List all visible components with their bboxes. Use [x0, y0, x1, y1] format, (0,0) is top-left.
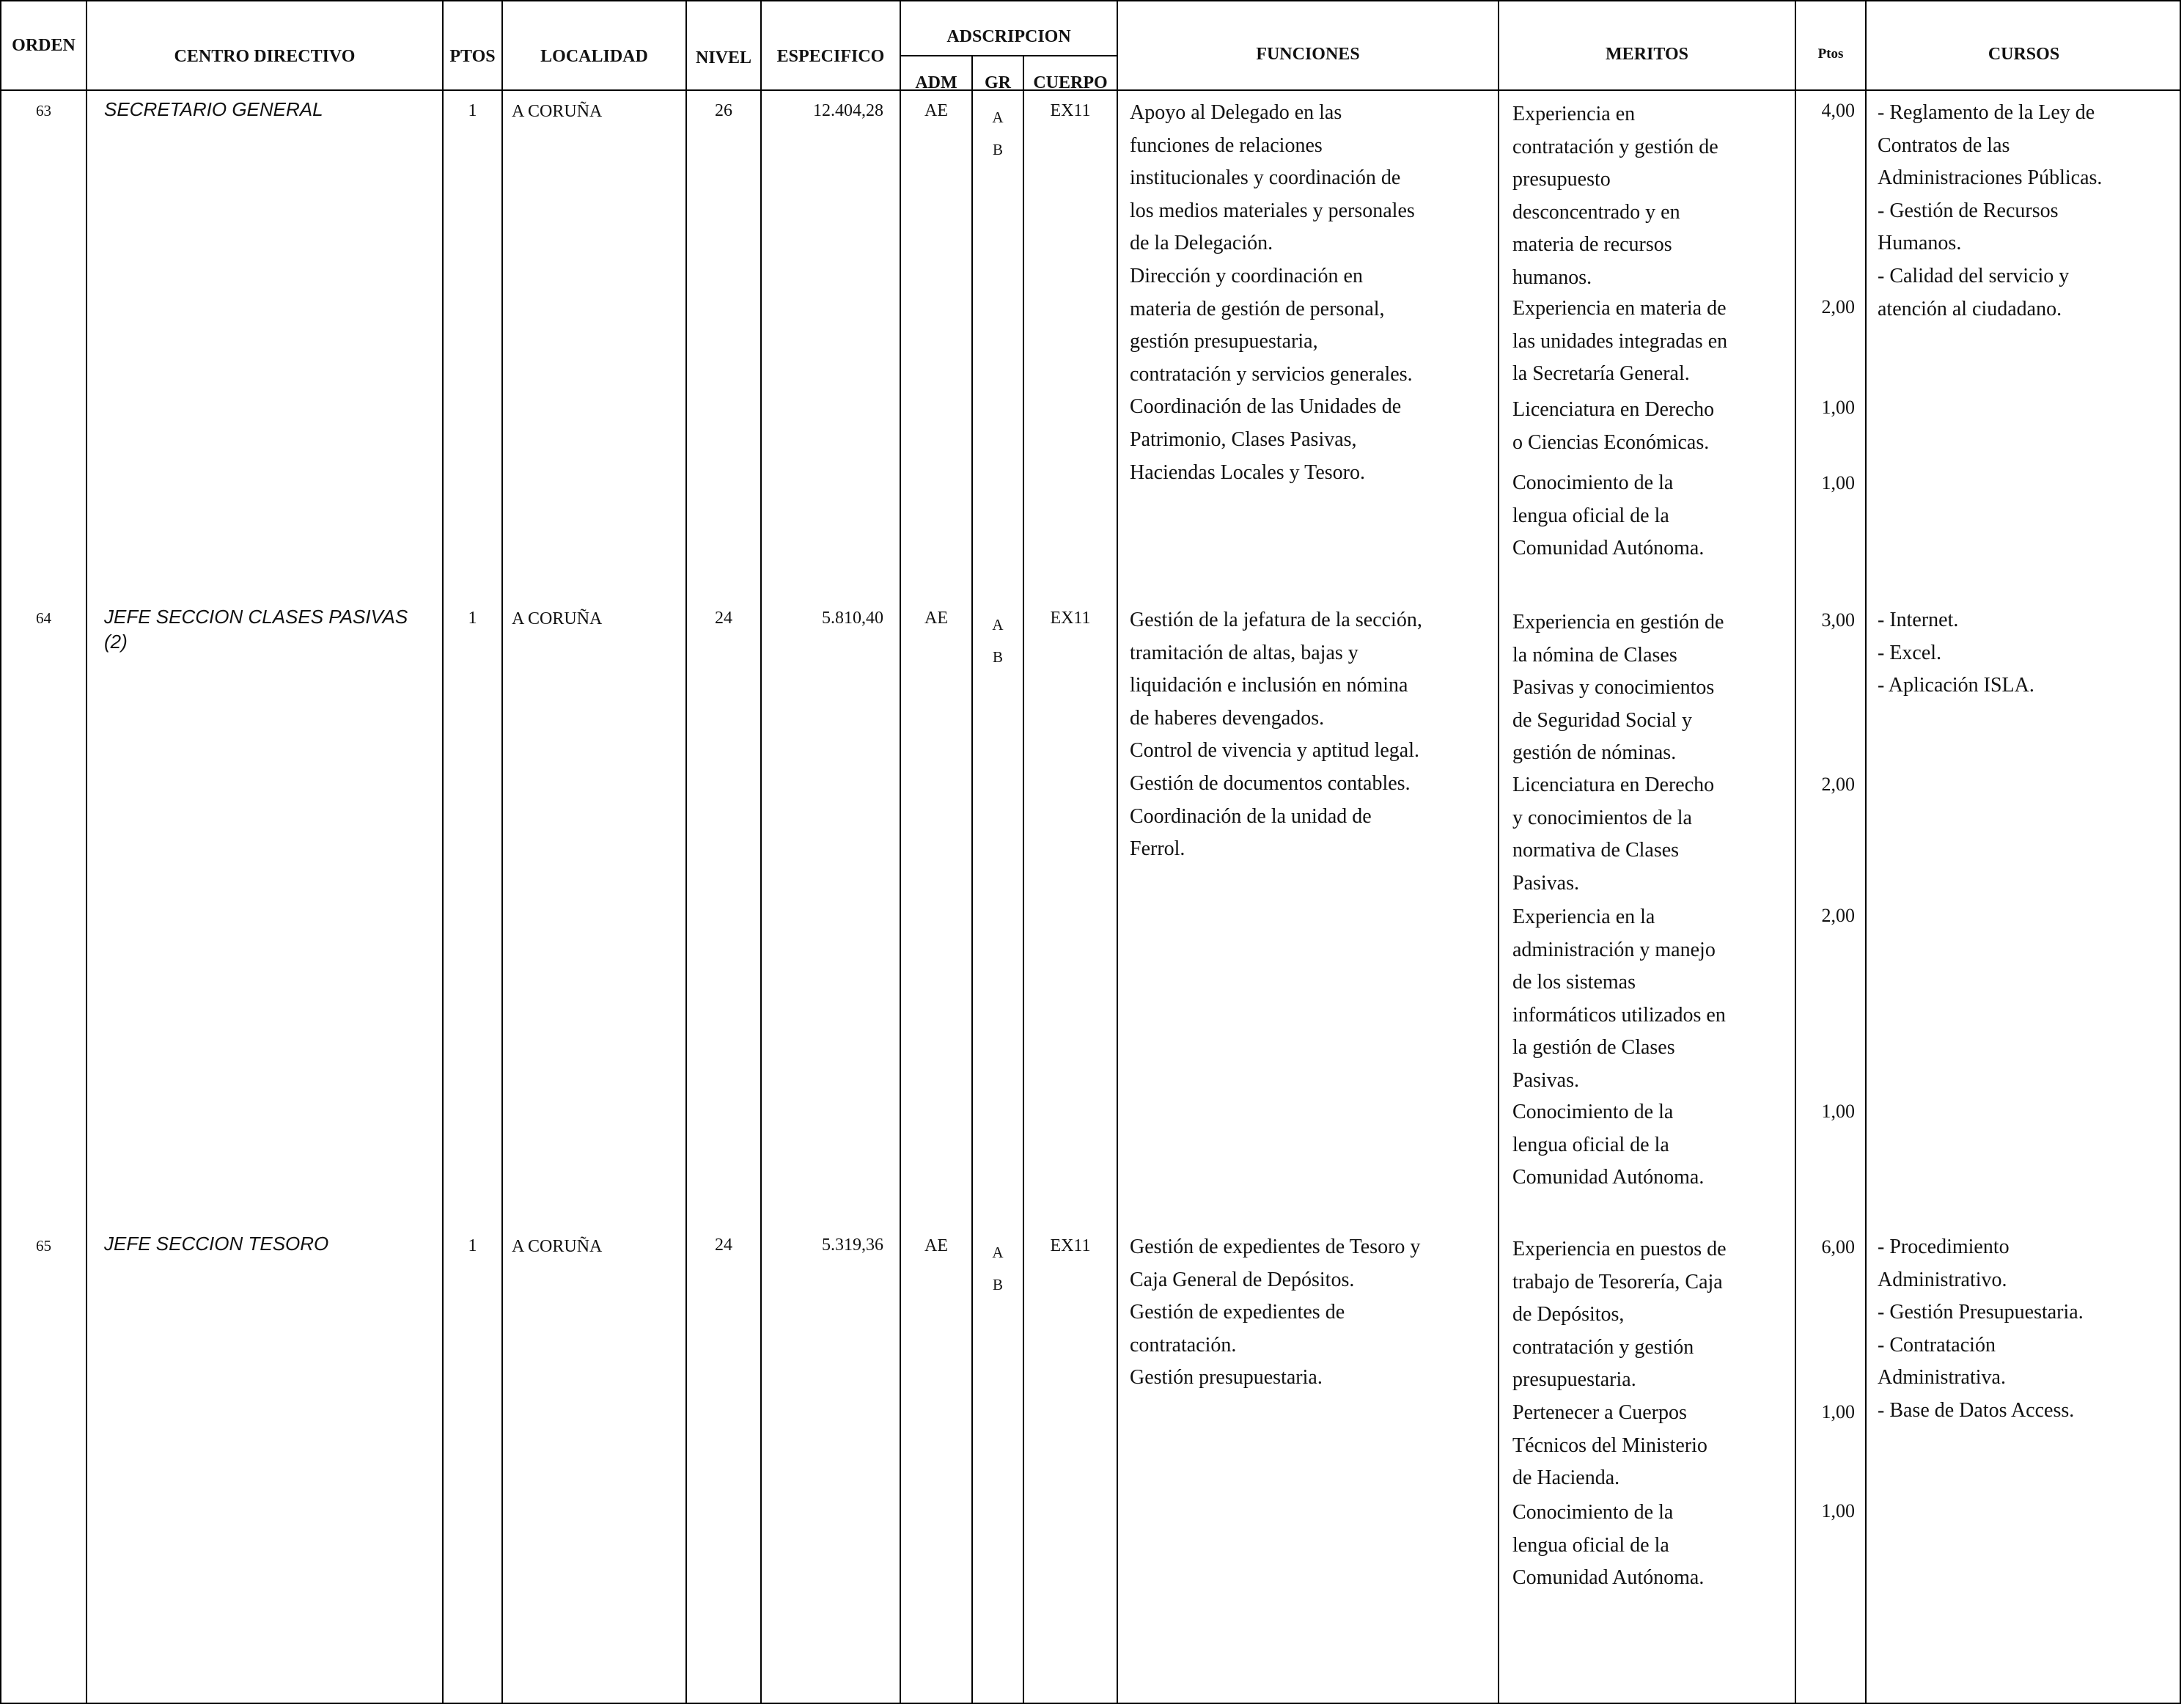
header-gr: GR: [985, 73, 1011, 92]
row-merito: Licenciatura en Derecho o Ciencias Económicas.: [1512, 398, 1715, 454]
row-nivel: 24: [715, 1236, 732, 1255]
header-especifico: ESPECIFICO: [776, 47, 885, 66]
row-orden: 65: [36, 1237, 51, 1255]
row-localidad: A CORUÑA: [512, 102, 603, 121]
row-centro-directivo: SECRETARIO GENERAL: [104, 98, 323, 120]
row-adm: AE: [924, 1236, 948, 1255]
row-orden: 64: [36, 609, 51, 627]
row-gr: A B: [992, 1244, 1004, 1293]
col-divider: [1023, 55, 1024, 1704]
header-adm: ADM: [915, 73, 957, 92]
row-cursos: - Reglamento de la Ley de Contratos de las Administraciones Públicas. - Gestión de Recursos Humanos. - Calidad del servicio y atención al ciudadano.: [1878, 101, 2103, 320]
row-merito: Experiencia en la administración y manejo de los sistemas informáticos utilizados en la gestión de Clases Pasivas.: [1512, 906, 1726, 1092]
row-adm: AE: [924, 609, 948, 628]
row-ptos: 1: [468, 609, 477, 628]
row-merito-ptos: 2,00: [1821, 296, 1855, 317]
row-merito-ptos: 1,00: [1821, 1500, 1855, 1521]
row-gr: A B: [992, 109, 1004, 158]
header-adscripcion: ADSCRIPCION: [946, 27, 1071, 46]
col-divider: [971, 55, 973, 1704]
row-especifico: 5.319,36: [822, 1236, 883, 1255]
row-merito-ptos: 2,00: [1821, 905, 1855, 926]
row-merito-ptos: 4,00: [1821, 100, 1855, 121]
row-ptos: 1: [468, 1236, 477, 1255]
header-ptos: PTOS: [449, 47, 496, 66]
row-merito-ptos: 1,00: [1821, 1101, 1855, 1122]
row-merito-ptos: 1,00: [1821, 1401, 1855, 1422]
row-merito-ptos: 6,00: [1821, 1236, 1855, 1258]
row-merito: Pertenecer a Cuerpos Técnicos del Ministerio de Hacienda.: [1512, 1401, 1707, 1490]
col-divider: [501, 0, 503, 1704]
row-especifico: 5.810,40: [822, 609, 883, 628]
row-cursos: - Internet. - Excel. - Aplicación ISLA.: [1878, 609, 2034, 697]
header-ptos-meritos: Ptos: [1817, 46, 1844, 62]
row-merito-ptos: 1,00: [1821, 472, 1855, 493]
header-funciones: FUNCIONES: [1256, 45, 1360, 64]
row-nivel: 26: [715, 101, 732, 120]
row-localidad: A CORUÑA: [512, 609, 603, 628]
row-nivel: 24: [715, 609, 732, 628]
row-cursos: - Procedimiento Administrativo. - Gestión Presupuestaria. - Contratación Administrativa. - Base de Datos Access.: [1878, 1236, 2084, 1422]
col-divider: [685, 0, 687, 1704]
col-divider: [900, 0, 901, 1704]
col-divider: [1865, 0, 1867, 1704]
col-divider: [86, 0, 87, 1704]
header-cursos: CURSOS: [1988, 45, 2060, 64]
row-merito-ptos: 3,00: [1821, 609, 1855, 631]
row-merito: Conocimiento de la lengua oficial de la Comunidad Autónoma.: [1512, 1501, 1705, 1590]
col-divider: [760, 0, 762, 1704]
row-gr: A B: [992, 616, 1004, 666]
row-especifico: 12.404,28: [813, 101, 883, 120]
row-merito-ptos: 1,00: [1821, 397, 1855, 418]
row-cuerpo: EX11: [1050, 1236, 1091, 1255]
row-funciones: Gestión de expedientes de Tesoro y Caja General de Depósitos. Gestión de expedientes de contratación. Gestión presupuestaria.: [1130, 1236, 1421, 1390]
header-nivel: NIVEL: [695, 48, 752, 67]
header-localidad: LOCALIDAD: [540, 47, 648, 66]
row-adm: AE: [924, 101, 948, 120]
header-cuerpo: CUERPO: [1033, 73, 1108, 92]
header-meritos: MERITOS: [1606, 45, 1688, 64]
row-merito: Experiencia en puestos de trabajo de Tesorería, Caja de Depósitos, contratación y gestión presupuestaria.: [1512, 1238, 1727, 1392]
header-centro-directivo: CENTRO DIRECTIVO: [174, 47, 356, 66]
row-ptos: 1: [468, 101, 477, 120]
row-orden: 63: [36, 102, 51, 120]
col-divider: [1117, 0, 1118, 1704]
row-cuerpo: EX11: [1050, 101, 1091, 120]
row-centro-directivo: JEFE SECCION CLASES PASIVAS (2): [104, 606, 408, 653]
row-centro-directivo: JEFE SECCION TESORO: [104, 1233, 329, 1255]
header-orden: ORDEN: [12, 36, 76, 55]
col-divider: [1795, 0, 1796, 1704]
col-divider: [1498, 0, 1499, 1704]
row-merito: Experiencia en contratación y gestión de presupuesto desconcentrado y en materia de recursos humanos.: [1512, 103, 1718, 289]
row-funciones: Gestión de la jefatura de la sección, tramitación de altas, bajas y liquidación e inclusión en nómina de haberes devengados. Control de vivencia y aptitud legal. Gestión de documentos contables. Coordinación de la unidad de Ferrol.: [1130, 609, 1422, 861]
row-merito: Experiencia en materia de las unidades integradas en la Secretaría General.: [1512, 297, 1728, 386]
row-localidad: A CORUÑA: [512, 1237, 603, 1256]
row-funciones: Apoyo al Delegado en las funciones de relaciones institucionales y coordinación de los medios materiales y personales de la Delegación. Dirección y coordinación en materia de gestión de personal, gestión presupuestaria, contratación y servicios generales. Coordinación de las Unidades de Patrimonio, Clases Pasivas, Haciendas Locales y Tesoro.: [1130, 101, 1415, 484]
col-divider: [442, 0, 444, 1704]
row-merito: Conocimiento de la lengua oficial de la Comunidad Autónoma.: [1512, 471, 1705, 560]
row-merito: Conocimiento de la lengua oficial de la Comunidad Autónoma.: [1512, 1101, 1705, 1189]
row-merito: Experiencia en gestión de la nómina de Clases Pasivas y conocimientos de Seguridad Social y gestión de nóminas.: [1512, 611, 1724, 765]
row-merito: Licenciatura en Derecho y conocimientos de la normativa de Clases Pasivas.: [1512, 774, 1715, 895]
row-merito-ptos: 2,00: [1821, 774, 1855, 795]
row-cuerpo: EX11: [1050, 609, 1091, 628]
